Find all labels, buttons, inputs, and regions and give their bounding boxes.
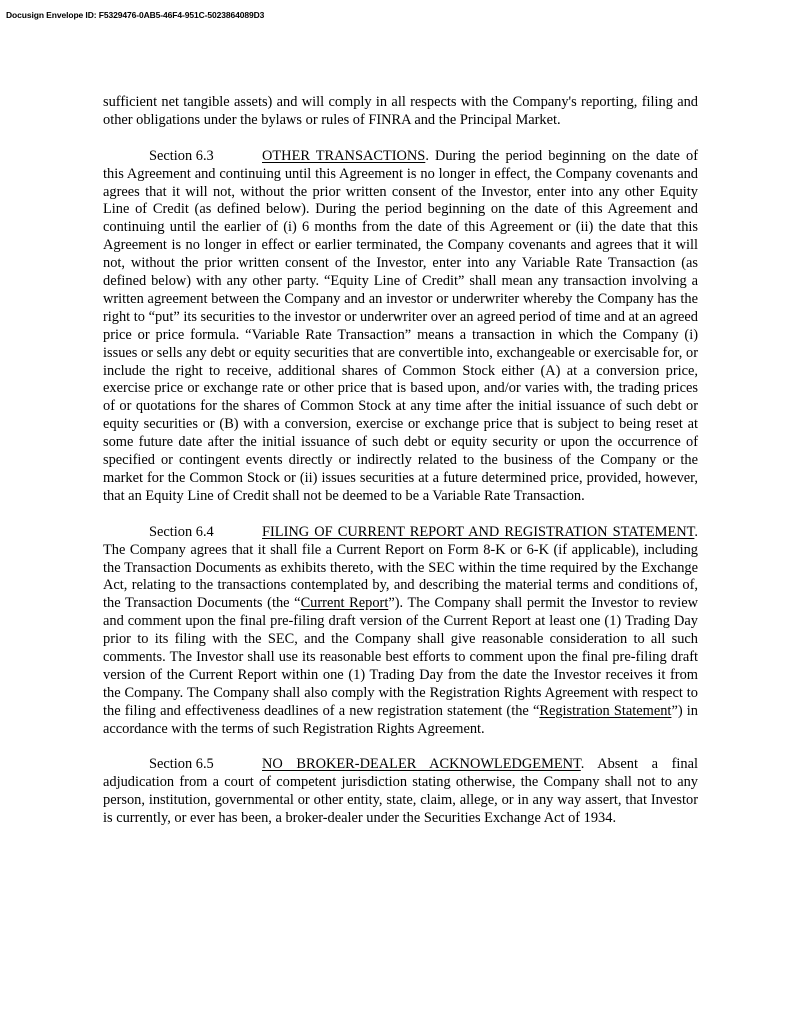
section-body: ”). The Company shall permit the Investor to review and comment upon the final pre-filing draft version of the Current Report at least one (1) Trading Day prior to its filing with the SEC, and the Company shall give reasonable consideration to all such comments. The Investor shall use its reasonable best efforts to comment upon the final pre-filing draft version of the Current Report within one (1) Trading Day from the date the Investor receives it from the Company. The Company shall also comply with the Registration Rights Agreement with respect to the filing and effectiveness deadlines of a new registration statement (the “	[103, 595, 699, 719]
section-body: . Absent a final adjudication from a court of competent jurisdiction stating otherwise, the Company shall not to any person, institution, governmental or other entity, state, claim, allege, or in any way assert, that Investor is currently, or ever has been, a broker-dealer under the Securities Exchange Act of 1934.	[103, 756, 698, 827]
section-6-4-paragraph	[103, 524, 698, 739]
section-6-5-paragraph	[103, 756, 698, 828]
section-6-3-paragraph	[103, 148, 698, 506]
defined-term-registration-statement: Registration Statement	[539, 702, 672, 719]
continuation-paragraph: sufficient net tangible assets) and will comply in all respects with the Company's reporting, filing and other obligations under the bylaws or rules of FINRA and the Principal Market.	[103, 94, 698, 128]
envelope-id: Docusign Envelope ID: F5329476-0AB5-46F4-951C-5023864089D3	[6, 10, 265, 20]
section-number: Section 6.4	[149, 523, 214, 540]
section-number: Section 6.5	[149, 756, 214, 773]
section-body: . The Company agrees that it shall file a Current Report on Form 8-K or 6-K (if applicable), including the Transaction Documents as exhibits thereto, with the SEC within the time required by the Exchange Act, relating to the transactions contemplated by, and describing the material terms and conditions of, the Transaction Documents (the “	[103, 523, 698, 612]
section-title: OTHER TRANSACTIONS	[262, 147, 426, 164]
section-body: ”) in accordance with the terms of such Registration Rights Agreement.	[103, 702, 698, 737]
section-body: . During the period beginning on the date of this Agreement and continuing until this Agreement is no longer in effect, the Company covenants and agrees that it will not, without the prior written consent of the Investor, enter into any other Equity Line of Credit (as defined below). During the period beginning on the date of this Agreement and continuing until the earlier of (i) 6 months from the date of this Agreement or (ii) the date that this Agreement is no longer in effect or earlier terminated, the Company covenants and agrees that it will not, without the prior written consent of the Investor, enter into any Variable Rate Transaction (as defined below) with any other party. “Equity Line of Credit” shall mean any transaction involving a written agreement between the Company and an investor or underwriter whereby the Company has the right to “put” its securities to the investor or underwriter over an agreed period of time and at an agreed price or price formula. “Variable Rate Transaction” means a transaction in which the Company (i) issues or sells any debt or equity securities that are convertible into, exchangeable or exercisable for, or include the right to receive, additional shares of Common Stock either (A) at a conversion price, exercise price or exchange rate or other price that is based upon, and/or varies with, the trading prices of or quotations for the shares of Common Stock at any time after the initial issuance of such debt or equity securities or (B) with a conversion, exercise or exchange price that is subject to being reset at some future date after the initial issuance of such debt or equity security or upon the occurrence of specified or contingent events directly or indirectly related to the business of the Company or the market for the Common Stock or (ii) issues securities at a future determined price, provided, however, that an Equity Line of Credit shall not be deemed to be a Variable Rate Transaction.	[103, 147, 698, 504]
section-number: Section 6.3	[149, 147, 214, 164]
defined-term-current-report: Current Report	[300, 595, 389, 612]
document-body	[103, 94, 698, 846]
section-title: NO BROKER-DEALER ACKNOWLEDGEMENT	[262, 756, 581, 773]
section-title: FILING OF CURRENT REPORT AND REGISTRATION STATEMENT	[262, 523, 695, 540]
